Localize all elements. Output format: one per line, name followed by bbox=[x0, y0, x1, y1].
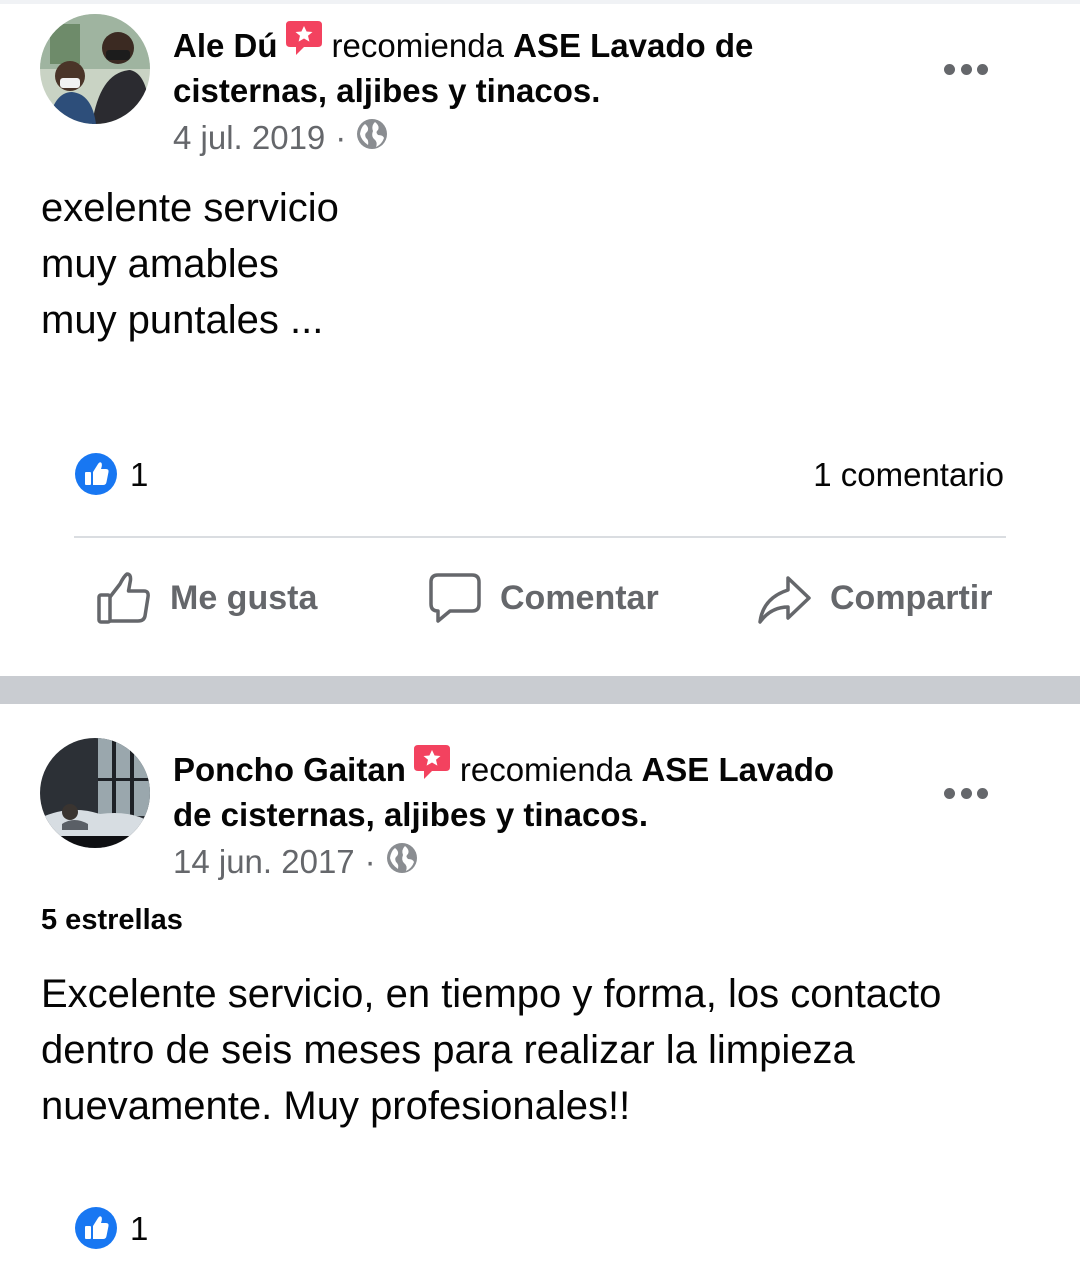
body-line: Excelente servicio, en tiempo y forma, los contacto bbox=[41, 972, 942, 1016]
post-meta bbox=[173, 842, 418, 882]
like-count[interactable]: 1 bbox=[130, 456, 149, 493]
author-name[interactable]: Ale Dú bbox=[173, 27, 278, 64]
meta-separator: · bbox=[335, 119, 347, 156]
comment-button-label: Comentar bbox=[500, 578, 659, 617]
body-line: muy amables bbox=[41, 242, 279, 286]
post-header bbox=[173, 748, 834, 837]
page-name-continued[interactable]: cisternas, aljibes y tinacos. bbox=[173, 72, 601, 109]
share-arrow-icon bbox=[756, 570, 812, 626]
page-name[interactable]: ASE Lavado de bbox=[513, 27, 754, 64]
feed-separator bbox=[0, 676, 1080, 704]
post-date[interactable]: 14 jun. 2017 bbox=[173, 843, 355, 880]
page-name[interactable]: ASE Lavado bbox=[641, 751, 835, 788]
globe-icon bbox=[356, 118, 388, 158]
review-post bbox=[0, 704, 1080, 1288]
comment-bubble-icon bbox=[428, 570, 482, 626]
thumbs-up-icon bbox=[96, 570, 152, 626]
meta-separator: · bbox=[364, 843, 376, 880]
recommends-text: recomienda bbox=[459, 751, 633, 788]
body-line: muy puntales ... bbox=[41, 298, 324, 342]
body-line: nuevamente. Muy profesionales!! bbox=[41, 1084, 631, 1128]
avatar[interactable] bbox=[40, 738, 150, 848]
globe-icon bbox=[386, 842, 418, 882]
author-name[interactable]: Poncho Gaitan bbox=[173, 751, 406, 788]
like-button[interactable] bbox=[96, 570, 317, 626]
post-body bbox=[41, 966, 941, 1134]
recommends-text: recomienda bbox=[331, 27, 504, 64]
share-button[interactable] bbox=[756, 570, 992, 626]
comment-count[interactable]: 1 comentario bbox=[813, 456, 1004, 493]
page-name-continued[interactable]: de cisternas, aljibes y tinacos. bbox=[173, 796, 649, 833]
more-options-button[interactable] bbox=[944, 786, 988, 800]
more-options-button[interactable] bbox=[944, 62, 988, 76]
like-count[interactable]: 1 bbox=[130, 1210, 149, 1247]
recommendation-icon bbox=[284, 18, 324, 69]
comment-button[interactable] bbox=[428, 570, 659, 626]
like-button-label: Me gusta bbox=[170, 578, 318, 617]
post-header bbox=[173, 24, 753, 113]
body-line: dentro de seis meses para realizar la limpieza bbox=[41, 1028, 855, 1072]
post-meta bbox=[173, 118, 388, 158]
body-line: exelente servicio bbox=[41, 186, 339, 230]
avatar[interactable] bbox=[40, 14, 150, 124]
share-button-label: Compartir bbox=[830, 578, 993, 617]
like-reaction-icon[interactable] bbox=[74, 1206, 118, 1250]
recommendation-icon bbox=[412, 742, 452, 793]
like-reaction-icon[interactable] bbox=[74, 452, 118, 496]
post-body bbox=[41, 180, 339, 348]
divider bbox=[74, 536, 1006, 538]
post-date[interactable]: 4 jul. 2019 bbox=[173, 119, 326, 156]
rating-label: 5 estrellas bbox=[41, 904, 183, 936]
